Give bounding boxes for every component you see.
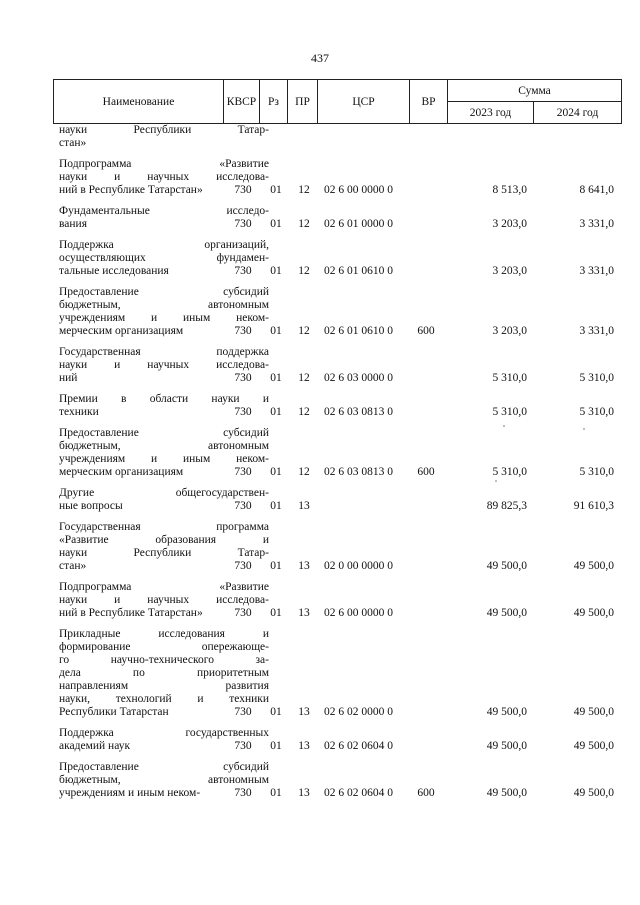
kvsr-cell: 730: [234, 740, 252, 752]
table-row: [53, 346, 621, 385]
table-row: [53, 124, 621, 150]
sum-2024-cell: 5 310,0: [579, 372, 614, 384]
row-name-line: бюджетным, автономным: [59, 299, 269, 311]
header-rz: Рз: [260, 80, 288, 124]
csr-cell: 02 6 02 0604 0: [324, 787, 393, 799]
row-name-line: науки и научных исследова-: [59, 359, 269, 371]
row-name-line: науки, технологий и техники: [59, 693, 269, 705]
row-name-line: Подпрограмма «Развитие: [59, 158, 269, 170]
row-name-line: Государственная программа: [59, 521, 269, 533]
kvsr-cell: 730: [234, 787, 252, 799]
row-name-line: мерческим организациям: [59, 466, 184, 478]
rz-cell: 01: [270, 184, 282, 196]
row-name-line: вания: [59, 218, 87, 230]
header-pr: ПР: [288, 80, 318, 124]
row-name-line: Поддержка государственных: [59, 727, 269, 739]
header-sum: Сумма: [448, 80, 622, 102]
sum-2023-cell: 5 310,0: [492, 466, 527, 478]
sum-2023-cell: 89 825,3: [486, 500, 527, 512]
kvsr-cell: 730: [234, 325, 252, 337]
pr-cell: 12: [298, 265, 310, 277]
sum-2024-cell: 8 641,0: [579, 184, 614, 196]
row-name-line: науки и научных исследова-: [59, 594, 269, 606]
row-name-line: учреждениям и иным неком-: [59, 453, 269, 465]
table-row: [53, 487, 621, 513]
csr-cell: 02 6 00 0000 0: [324, 184, 393, 196]
kvsr-cell: 730: [234, 607, 252, 619]
sum-2024-cell: 5 310,0: [579, 406, 614, 418]
pr-cell: 13: [298, 787, 310, 799]
sum-2024-cell: 3 331,0: [579, 325, 614, 337]
sum-2023-cell: 49 500,0: [486, 560, 527, 572]
header-name: Наименование: [54, 80, 224, 124]
header-kvsr: КВСР: [224, 80, 260, 124]
rz-cell: 01: [270, 372, 282, 384]
rz-cell: 01: [270, 560, 282, 572]
sum-2024-cell: 49 500,0: [573, 706, 614, 718]
sum-2023-cell: 8 513,0: [492, 184, 527, 196]
scan-speck: [583, 428, 585, 430]
table-row: [53, 393, 621, 419]
pr-cell: 12: [298, 466, 310, 478]
rz-cell: 01: [270, 218, 282, 230]
sum-2024-cell: 3 331,0: [579, 218, 614, 230]
page-number: 437: [311, 51, 329, 65]
rz-cell: 01: [270, 325, 282, 337]
csr-cell: 02 6 01 0610 0: [324, 325, 393, 337]
csr-cell: 02 6 02 0000 0: [324, 706, 393, 718]
row-name-line: ний в Республике Татарстан»: [59, 184, 203, 196]
csr-cell: 02 0 00 0000 0: [324, 560, 393, 572]
sum-2023-cell: 3 203,0: [492, 265, 527, 277]
pr-cell: 13: [298, 560, 310, 572]
kvsr-cell: 730: [234, 500, 252, 512]
pr-cell: 13: [298, 740, 310, 752]
pr-cell: 13: [298, 706, 310, 718]
rz-cell: 01: [270, 607, 282, 619]
header-vr: ВР: [410, 80, 448, 124]
row-name-line: тальные исследования: [59, 265, 169, 277]
row-name-line: Предоставление субсидий: [59, 761, 269, 773]
pr-cell: 13: [298, 500, 310, 512]
table-row: [53, 239, 621, 278]
scan-speck: [495, 480, 497, 482]
row-name-line: бюджетным, автономным: [59, 774, 269, 786]
row-name-line: Прикладные исследования и: [59, 628, 269, 640]
sum-2024-cell: 49 500,0: [573, 740, 614, 752]
rz-cell: 01: [270, 265, 282, 277]
pr-cell: 12: [298, 406, 310, 418]
csr-cell: 02 6 01 0610 0: [324, 265, 393, 277]
sum-2023-cell: 49 500,0: [486, 706, 527, 718]
kvsr-cell: 730: [234, 706, 252, 718]
table-row: [53, 727, 621, 753]
row-name-line: учреждениям и иным неком-: [59, 312, 269, 324]
vr-cell: 600: [417, 787, 435, 799]
sum-2023-cell: 5 310,0: [492, 372, 527, 384]
kvsr-cell: 730: [234, 466, 252, 478]
sum-2024-cell: 5 310,0: [579, 466, 614, 478]
rz-cell: 01: [270, 406, 282, 418]
csr-cell: 02 6 03 0813 0: [324, 406, 393, 418]
pr-cell: 12: [298, 372, 310, 384]
row-name: [59, 124, 269, 150]
table-header: [53, 79, 621, 124]
row-name-line: бюджетным, автономным: [59, 440, 269, 452]
pr-cell: 12: [298, 218, 310, 230]
rz-cell: 01: [270, 740, 282, 752]
row-name-line: Фундаментальные исследо-: [59, 205, 269, 217]
csr-cell: 02 6 03 0813 0: [324, 466, 393, 478]
csr-cell: 02 6 01 0000 0: [324, 218, 393, 230]
table-body: [53, 124, 621, 808]
row-name-line: техники: [59, 406, 99, 418]
vr-cell: 600: [417, 466, 435, 478]
row-name-line: стан»: [59, 137, 87, 149]
row-name-line: го научно-технического за-: [59, 654, 269, 666]
sum-2023-cell: 49 500,0: [486, 607, 527, 619]
table-row: [53, 286, 621, 338]
row-name-line: ные вопросы: [59, 500, 123, 512]
row-name-line: Предоставление субсидий: [59, 427, 269, 439]
table-row: [53, 205, 621, 231]
row-name-line: Премии в области науки и: [59, 393, 269, 405]
row-name-line: дела по приоритетным: [59, 667, 269, 679]
rz-cell: 01: [270, 500, 282, 512]
vr-cell: 600: [417, 325, 435, 337]
csr-cell: 02 6 02 0604 0: [324, 740, 393, 752]
sum-2023-cell: 3 203,0: [492, 218, 527, 230]
row-name-line: науки Республики Татар-: [59, 547, 269, 559]
header-year-2024: 2024 год: [534, 102, 622, 124]
sum-2024-cell: 49 500,0: [573, 787, 614, 799]
row-name-line: осуществляющих фундамен-: [59, 252, 269, 264]
rz-cell: 01: [270, 706, 282, 718]
sum-2024-cell: 49 500,0: [573, 607, 614, 619]
rz-cell: 01: [270, 466, 282, 478]
row-name-line: формирование опережающе-: [59, 641, 269, 653]
row-name-line: Государственная поддержка: [59, 346, 269, 358]
table-row: [53, 521, 621, 573]
row-name-line: «Развитие образования и: [59, 534, 269, 546]
kvsr-cell: 730: [234, 218, 252, 230]
kvsr-cell: 730: [234, 406, 252, 418]
table-row: [53, 628, 621, 719]
rz-cell: 01: [270, 787, 282, 799]
row-name-line: Республики Татарстан: [59, 706, 169, 718]
sum-2024-cell: 49 500,0: [573, 560, 614, 572]
row-name-line: Подпрограмма «Развитие: [59, 581, 269, 593]
table-row: [53, 158, 621, 197]
sum-2023-cell: 3 203,0: [492, 325, 527, 337]
row-name-line: Другие общегосударствен-: [59, 487, 269, 499]
csr-cell: 02 6 00 0000 0: [324, 607, 393, 619]
row-name-line: науки и научных исследова-: [59, 171, 269, 183]
table-row: [53, 427, 621, 479]
row-name-line: Предоставление субсидий: [59, 286, 269, 298]
table-row: [53, 581, 621, 620]
sum-2023-cell: 5 310,0: [492, 406, 527, 418]
sum-2023-cell: 49 500,0: [486, 740, 527, 752]
row-name-line: учреждениям и иным неком-: [59, 787, 201, 799]
kvsr-cell: 730: [234, 265, 252, 277]
csr-cell: 02 6 03 0000 0: [324, 372, 393, 384]
header-csr: ЦСР: [318, 80, 410, 124]
pr-cell: 12: [298, 184, 310, 196]
sum-2024-cell: 91 610,3: [573, 500, 614, 512]
kvsr-cell: 730: [234, 184, 252, 196]
sum-2023-cell: 49 500,0: [486, 787, 527, 799]
table-row: [53, 761, 621, 800]
row-name-line: ний в Республике Татарстан»: [59, 607, 203, 619]
scan-speck: [503, 425, 505, 427]
pr-cell: 13: [298, 607, 310, 619]
sum-2024-cell: 3 331,0: [579, 265, 614, 277]
header-year-2023: 2023 год: [448, 102, 534, 124]
pr-cell: 12: [298, 325, 310, 337]
row-name-line: мерческим организациям: [59, 325, 184, 337]
kvsr-cell: 730: [234, 372, 252, 384]
row-name-line: академий наук: [59, 740, 131, 752]
row-name-line: стан»: [59, 560, 87, 572]
row-name-line: направлениям развития: [59, 680, 269, 692]
kvsr-cell: 730: [234, 560, 252, 572]
row-name-line: науки Республики Татар-: [59, 124, 269, 136]
row-name-line: Поддержка организаций,: [59, 239, 269, 251]
row-name-line: ний: [59, 372, 78, 384]
